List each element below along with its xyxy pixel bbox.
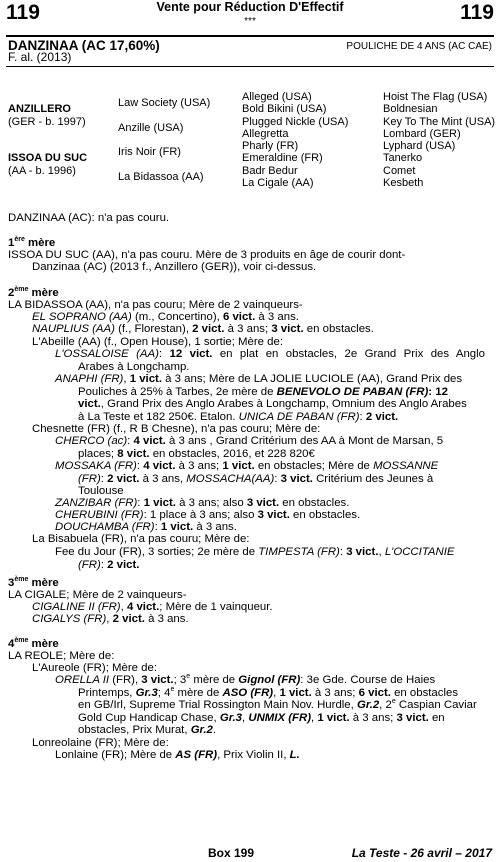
m2-chesnette: Chesnette (FR) (f., R B Chesne), n'a pas couru; Mère de: (32, 423, 321, 435)
section-heading-1: 1ère mère (8, 236, 56, 249)
gen3-1: Alleged (USA) (242, 91, 312, 103)
gen2-sire-sire: Law Society (USA) (118, 97, 211, 109)
m2-produce-nauplius: NAUPLIUS (AA) (f., Florestan), 2 vict. à 3 ans; 3 vict. en obstacles. (32, 323, 374, 335)
m1-line-1: ISSOA DU SUC (AA), n'a pas couru. Mère de 3 produits en âge de courir dont- (8, 249, 406, 261)
footer-event: La Teste - 26 avril – 2017 (351, 846, 492, 860)
gen3-2: Bold Bikini (USA) (242, 103, 327, 115)
m4-lonlaine: Lonlaine (FR); Mère de AS (FR), Prix Violin II, L. (55, 749, 300, 761)
gen3-6: Emeraldine (FR) (242, 152, 323, 164)
m2-anaphi: ANAPHI (FR), 1 vict. à 3 ans; Mère de LA JOLIE LUCIOLE (AA), Grand Prix des Pouliches à 25% à Tarbes, 2e mère de BENEVOLO DE PABAN (FR): 12 vict., Grand Prix des Anglo Arabes à Longchamp, Omnium des Anglo Arabes à La Teste et 182 250€. Etalon. UNICA DE PABAN (FR): 2 vict. (55, 373, 467, 423)
m2-abeille: L'Abeille (AA) (f., Open House), 1 sortie; Mère de: (32, 336, 283, 348)
sale-title: Vente pour Réduction D'Effectif (156, 0, 344, 14)
gen4-4: Lombard (GER) (383, 128, 461, 140)
sire-info: (GER - b. 1997) (8, 116, 86, 128)
m4-orella: ORELLA II (FR), 3 vict.; 3e mère de Gignol (FR): 3e Gde. Course de Haies Printemps, Gr.3; 4e mère de ASO (FR), 1 vict. à 3 ans; 6 vict. en obstacles en GB/Irl, Supreme Trial Rossington Main Nov. Hurdle, Gr.2, 2e Caspian Caviar Gold Cup Handicap Chase, Gr.3, UNMIX (FR), 1 vict. à 3 ans; 3 vict. en obstacles, Prix Murat, Gr.2. (55, 673, 477, 737)
gen3-3: Plugged Nickle (USA) (242, 116, 349, 128)
m2-mossaka: MOSSAKA (FR): 4 vict. à 3 ans; 1 vict. en obstacles; Mère de MOSSANNE (FR): 2 vict. à 3 ans, MOSSACHA(AA): 3 vict. Critérium des Jeunes à Toulouse (55, 460, 439, 498)
section-heading-3: 3ème mère (8, 576, 59, 589)
horse-rule (6, 66, 494, 67)
horse-name: DANZINAA (AC 17,60%) (8, 38, 160, 53)
m3-cigaline: CIGALINE II (FR), 4 vict.; Mère de 1 vainqueur. (32, 601, 273, 613)
gen2-sire-dam: Anzille (USA) (118, 122, 184, 134)
dam-name: ISSOA DU SUC (8, 152, 88, 164)
lot-number-right: 119 (460, 1, 494, 24)
m4-lonreolaine: Lonreolaine (FR); Mère de: (32, 737, 169, 749)
gen3-7: Badr Bedur (242, 165, 298, 177)
gen4-3: Key To The Mint (USA) (383, 116, 496, 128)
dam-info: (AA - b. 1996) (8, 165, 76, 177)
m4-line: LA REOLE; Mère de: (8, 650, 115, 662)
gen4-7: Comet (383, 165, 416, 177)
footer-box: Box 199 (208, 846, 255, 860)
m2-fee-du-jour: Fee du Jour (FR), 3 sorties; 2e mère de TIMPESTA (FR): 3 vict., L'OCCITANIE (FR): 2 vict. (55, 546, 455, 571)
gen4-6: Tanerko (383, 152, 423, 164)
m3-line: LA CIGALE; Mère de 2 vainqueurs- (8, 589, 187, 601)
horse-color-year: F. al. (2013) (8, 50, 72, 64)
m2-produce-el-soprano: EL SOPRANO (AA) (m., Concertino), 6 vict. à 3 ans. (32, 311, 299, 323)
section-heading-4: 4ème mère (8, 637, 59, 650)
m2-douchamba: DOUCHAMBA (FR): 1 vict. à 3 ans. (55, 521, 237, 533)
gen3-4: Allegretta (242, 128, 289, 140)
gen2-dam-sire: Iris Noir (FR) (118, 146, 181, 158)
sire-name: ANZILLERO (8, 103, 71, 115)
gen4-8: Kesbeth (383, 177, 424, 189)
gen4-5: Lyphard (USA) (383, 140, 456, 152)
m2-line: LA BIDASSOA (AA), n'a pas couru; Mère de 2 vainqueurs- (8, 299, 303, 311)
header-rule (6, 35, 494, 37)
horse-description: POULICHE DE 4 ANS (AC CAE) (346, 41, 492, 52)
m3-cigalys: CIGALYS (FR), 2 vict. à 3 ans. (32, 613, 189, 625)
gen3-8: La Cigale (AA) (242, 177, 314, 189)
m2-cherubini: CHERUBINI (FR): 1 place à 3 ans; also 3 vict. en obstacles. (55, 509, 361, 521)
m2-zanzibar: ZANZIBAR (FR): 1 vict. à 3 ans; also 3 vict. en obstacles. (55, 497, 350, 509)
m2-cherco: CHERCO (ac): 4 vict. à 3 ans , Grand Critérium des AA à Mont de Marsan, 5 places; 8 vict. en obstacles, 2016, et 228 820€ (55, 435, 444, 460)
m4-aureole: L'Aureole (FR); Mère de: (32, 662, 157, 674)
m2-ossaloise: L'OSSALOISE (AA): 12 vict. en plat en obstacles, 2e Grand Prix des Anglo Arabes à Longchamp. (55, 348, 485, 373)
sale-stars: *** (244, 16, 256, 27)
intro-line: DANZINAA (AC): n'a pas couru. (8, 212, 170, 224)
m2-bisabuela: La Bisabuela (FR), n'a pas couru; Mère de: (32, 533, 250, 545)
gen4-2: Boldnesian (383, 103, 438, 115)
gen3-5: Pharly (FR) (242, 140, 299, 152)
lot-number-left: 119 (6, 1, 40, 24)
section-heading-2: 2ème mère (8, 286, 59, 299)
gen2-dam-dam: La Bidassoa (AA) (118, 171, 204, 183)
m1-line-2: Danzinaa (AC) (2013 f., Anzillero (GER)), voir ci-dessus. (32, 261, 317, 273)
gen4-1: Hoist The Flag (USA) (383, 91, 488, 103)
